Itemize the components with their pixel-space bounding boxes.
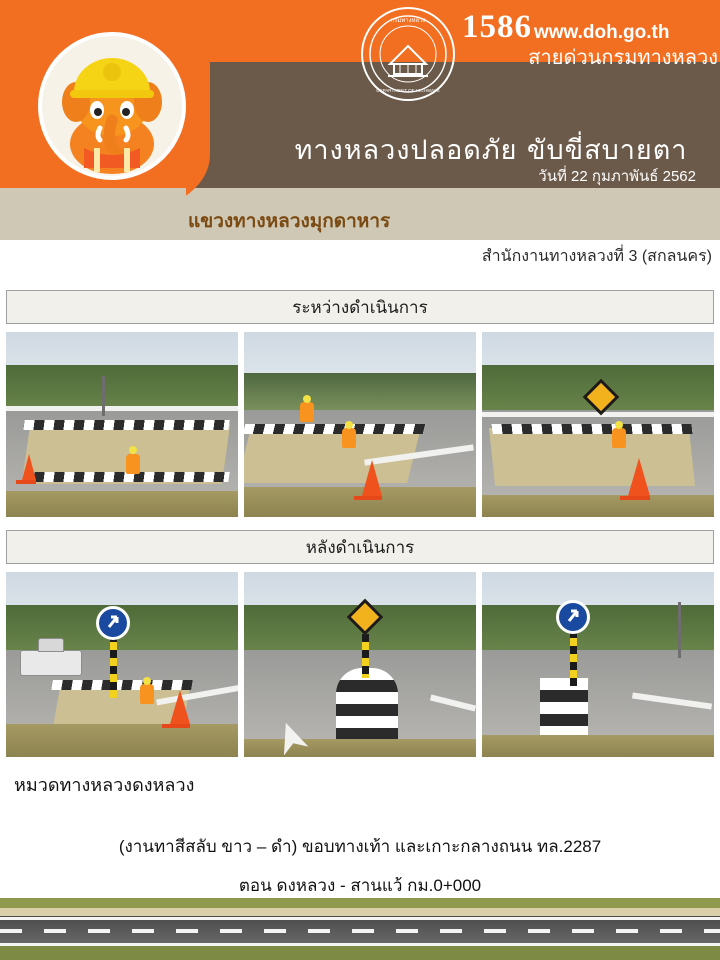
photo-during-2: [244, 332, 476, 517]
photo-during-1: [6, 332, 238, 517]
traffic-cone-icon: [22, 454, 36, 480]
kerb-stripe: [23, 420, 229, 430]
worker-helmet: [143, 677, 151, 685]
hotline-number: 1586: [462, 9, 532, 45]
grass-verge: [482, 735, 714, 757]
worker-helmet: [345, 421, 353, 429]
traffic-cone-base: [620, 496, 650, 500]
banner-date: วันที่ 22 กุมภาพันธ์ 2562: [538, 168, 696, 185]
hotline-block: [462, 9, 718, 69]
pickup-truck: [20, 650, 82, 676]
worker-figure: [140, 684, 154, 704]
section-heading-during: ระหว่างดำเนินการ: [6, 290, 714, 324]
kerb-stripe: [244, 424, 425, 434]
district-name: แขวงทางหลวงมุกดาหาร: [188, 211, 391, 232]
banner-title: ทางหลวงปลอดภัย ขับขี่สบายตา: [294, 135, 688, 166]
traffic-cone-icon: [170, 690, 190, 724]
road-grass-bottom: [0, 946, 720, 960]
traffic-cone-icon: [628, 458, 650, 496]
photo-after-1: [6, 572, 238, 757]
utility-pole: [678, 602, 681, 658]
road-center-dashes: [0, 929, 720, 933]
work-description-line-2: ตอน ดงหลวง - สานแว้ กม.0+000: [238, 876, 482, 895]
unit-name: หมวดทางหลวงดงหลวง: [14, 775, 195, 795]
traffic-cone-base: [162, 724, 190, 728]
road-shoulder: [0, 908, 720, 916]
seal-top-label: กรมทางหลวง: [390, 17, 426, 24]
doh-seal-logo: [360, 6, 456, 102]
page-header: [0, 0, 720, 275]
photo-during-3: [482, 332, 714, 517]
worker-figure: [300, 402, 314, 422]
arrow-glyph: [99, 609, 127, 637]
grass-verge: [482, 495, 714, 517]
pickup-truck-cab: [38, 638, 64, 652]
worker-figure: [126, 454, 140, 474]
road-edge-line-top: [0, 917, 720, 920]
header-cream-left-block: [0, 188, 186, 240]
traffic-cone-base: [354, 496, 382, 500]
grass-verge: [244, 739, 476, 758]
photo-after-2: [244, 572, 476, 757]
section-heading-after: หลังดำเนินการ: [6, 530, 714, 564]
mascot-elephant-icon: [38, 32, 186, 180]
worker-figure: [612, 428, 626, 448]
tree-line: [244, 373, 476, 414]
seal-bottom-label: DEPARTMENT OF HIGHWAYS: [376, 88, 440, 93]
hotline-row: [462, 10, 718, 44]
footer-text-block: [0, 770, 720, 899]
sign-post: [110, 634, 117, 698]
kerb-stripe: [336, 668, 398, 746]
grass-verge: [244, 487, 476, 517]
worker-figure: [342, 428, 356, 448]
lane-marking: [6, 406, 238, 411]
traffic-cone-icon: [362, 460, 382, 496]
photo-row-after: [6, 572, 714, 757]
traffic-cone-base: [16, 480, 36, 484]
keep-left-sign-icon: [556, 600, 590, 634]
grass-verge: [6, 491, 238, 517]
sign-post: [570, 630, 577, 686]
kerb-stripe: [491, 424, 692, 434]
doh-seal-svg: [360, 6, 456, 102]
mascot-svg: [42, 36, 182, 176]
worker-helmet: [129, 446, 137, 454]
work-description-line-1: (งานทาสีสลับ ขาว – ดำ) ขอบทางเท้า และเกาะกลางถนน ทล.2287: [118, 837, 602, 856]
hotline-thai-label: สายด่วนกรมทางหลวง: [528, 47, 718, 69]
hotline-website[interactable]: www.doh.go.th: [534, 22, 670, 43]
keep-left-sign-icon: [96, 606, 130, 640]
grass-verge: [6, 724, 238, 757]
worker-helmet: [303, 395, 311, 403]
utility-pole: [102, 376, 105, 416]
arrow-glyph: [559, 603, 587, 631]
road-grass-top: [0, 898, 720, 908]
sign-post: [362, 634, 369, 678]
photo-after-3: [482, 572, 714, 757]
median-island: [489, 428, 695, 486]
footer-road-graphic: [0, 898, 720, 960]
worker-helmet: [615, 421, 623, 429]
office-name: สำนักงานทางหลวงที่ 3 (สกลนคร): [481, 248, 712, 265]
kerb-stripe: [51, 680, 193, 690]
photo-row-during: [6, 332, 714, 517]
